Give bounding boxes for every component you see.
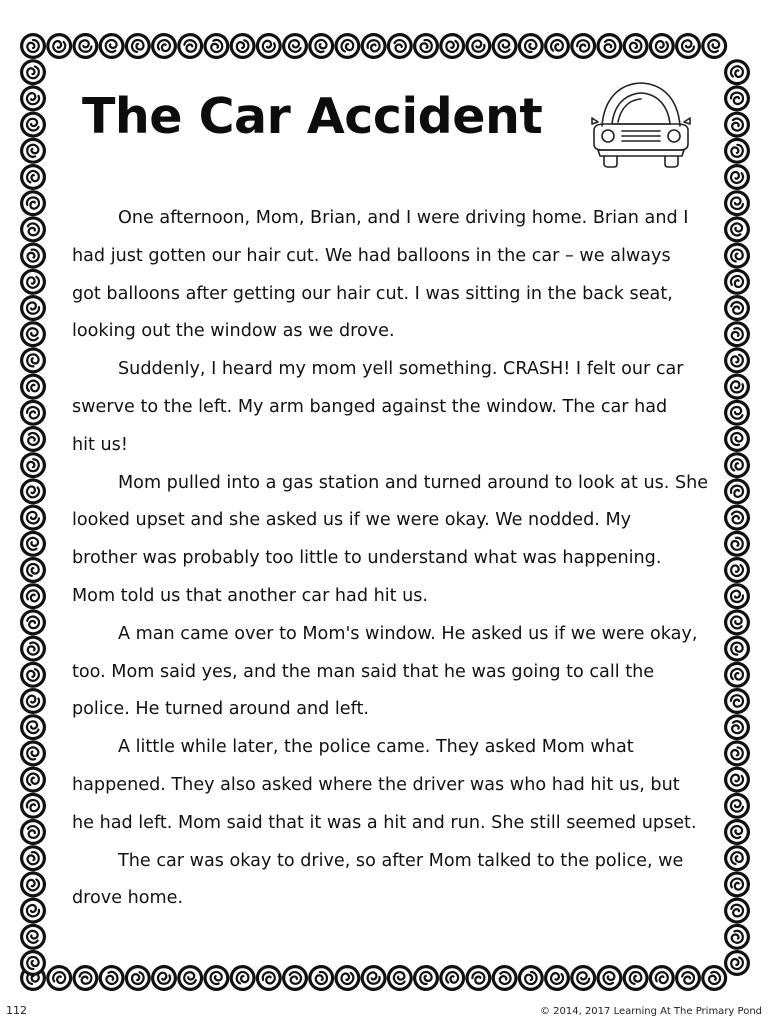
swirl-circle-icon [516, 32, 545, 61]
swirl-circle-icon [41, 28, 78, 65]
paragraph-line: too. Mom said yes, and the man said that he was going to call the [72, 661, 655, 682]
swirl-circle-icon [719, 867, 755, 903]
swirl-circle-icon [591, 28, 628, 65]
swirl-circle-icon [15, 421, 52, 458]
paragraph-line: hit us! [72, 434, 128, 455]
swirl-circle-icon [719, 264, 755, 300]
story-text [72, 200, 709, 918]
paragraph-line: brother was probably too little to understand what was happening. [72, 548, 662, 569]
swirl-circle-icon [18, 555, 48, 585]
swirl-circle-icon [15, 316, 51, 352]
swirl-circle-icon [18, 293, 48, 323]
paragraph-line: Mom told us that another car had hit us. [72, 585, 429, 606]
paragraph-first-line: The car was okay to drive, so after Mom talked to the police, we [118, 850, 684, 871]
swirl-circle-icon [252, 962, 285, 995]
swirl-circle-icon [719, 211, 755, 247]
swirl-circle-icon [16, 710, 50, 744]
swirl-circle-icon [16, 762, 51, 797]
swirl-circle-icon [277, 960, 312, 995]
swirl-circle-icon [539, 28, 576, 65]
swirl-circle-icon [17, 187, 49, 219]
swirl-circle-icon [19, 346, 47, 374]
swirl-circle-icon [720, 422, 753, 455]
swirl-circle-icon [17, 790, 49, 822]
page-number: 112 [6, 1004, 27, 1017]
swirl-circle-icon [644, 960, 680, 996]
swirl-circle-icon [486, 960, 523, 997]
swirl-circle-icon [305, 962, 337, 994]
swirl-circle-icon [721, 475, 753, 507]
swirl-circle-icon [20, 400, 46, 426]
paragraph-line: he had left. Mom said that it was a hit and run. She still seemed upset. [72, 812, 697, 833]
swirl-circle-icon [724, 688, 750, 714]
swirl-circle-icon [672, 962, 704, 994]
swirl-circle-icon [720, 396, 754, 430]
swirl-circle-icon [173, 961, 207, 995]
swirl-circle-icon [359, 963, 389, 993]
swirl-circle-icon [719, 552, 755, 588]
swirl-circle-icon [278, 29, 311, 62]
swirl-circle-icon [722, 240, 753, 271]
swirl-circle-icon [434, 28, 470, 64]
swirl-circle-icon [621, 963, 651, 993]
swirl-circle-icon [15, 578, 51, 614]
swirl-circle-icon [412, 964, 441, 993]
swirl-circle-icon [18, 896, 47, 925]
swirl-circle-icon [539, 960, 576, 997]
swirl-circle-icon [19, 503, 48, 532]
paragraph-line: swerve to the left. My arm banged against the window. The car had [72, 396, 668, 417]
swirl-circle-icon [199, 28, 235, 64]
swirl-circle-icon [719, 656, 756, 693]
swirl-circle-icon [17, 606, 49, 638]
paragraph-line: drove home. [72, 888, 184, 909]
swirl-circle-icon [723, 582, 752, 611]
swirl-circle-icon [122, 962, 154, 994]
page-title: The Car Accident [82, 88, 543, 145]
swirl-circle-icon [719, 106, 756, 143]
swirl-circle-icon [16, 81, 51, 116]
swirl-circle-icon [643, 28, 680, 65]
swirl-circle-icon [722, 791, 752, 821]
swirl-circle-icon [721, 894, 753, 926]
swirl-circle-icon [721, 843, 752, 874]
swirl-circle-icon [146, 28, 182, 64]
swirl-circle-icon [20, 33, 46, 59]
swirl-circle-icon [16, 108, 50, 142]
swirl-circle-icon [15, 866, 51, 902]
swirl-circle-icon [719, 159, 756, 196]
swirl-circle-icon [16, 160, 51, 195]
swirl-circle-icon [722, 189, 751, 218]
swirl-circle-icon [517, 965, 544, 992]
swirl-circle-icon [719, 709, 756, 746]
swirl-circle-icon [382, 960, 418, 996]
swirl-circle-icon [15, 631, 50, 666]
swirl-circle-icon [724, 85, 750, 111]
swirl-circle-icon [15, 526, 51, 562]
paragraph-first-line: A man came over to Mom's window. He asked us if we were okay, [118, 623, 698, 644]
swirl-circle-icon [15, 368, 52, 405]
swirl-circle-icon [329, 960, 365, 996]
swirl-circle-icon [19, 452, 46, 479]
paragraph-first-line: Suddenly, I heard my mom yell something. CRASH! I felt our car [118, 359, 684, 380]
swirl-circle-icon [15, 919, 52, 956]
swirl-circle-icon [591, 960, 627, 996]
swirl-circle-icon [622, 33, 648, 59]
swirl-circle-icon [722, 529, 752, 559]
swirl-circle-icon [696, 28, 732, 64]
swirl-circle-icon [225, 961, 260, 996]
swirl-circle-icon [382, 28, 417, 63]
paragraph-line: happened. They also asked where the driver was who had hit us, but [72, 774, 680, 795]
swirl-circle-icon [330, 29, 364, 63]
paragraph-first-line: One afternoon, Mom, Brian, and I were driving home. Brian and I [118, 208, 689, 228]
paragraph-line: had just gotten our hair cut. We had balloons in the car – we always [72, 245, 671, 266]
paragraph-first-line: Mom pulled into a gas station and turned around to look at us. She [118, 472, 709, 493]
swirl-circle-icon [123, 31, 152, 60]
swirl-circle-icon [465, 965, 492, 992]
swirl-circle-icon [304, 29, 338, 63]
swirl-circle-icon [720, 317, 755, 352]
swirl-circle-icon [719, 448, 754, 483]
swirl-circle-icon [719, 54, 756, 91]
swirl-circle-icon [93, 28, 130, 65]
swirl-circle-icon [17, 240, 48, 271]
swirl-circle-icon [720, 344, 753, 377]
swirl-circle-icon [70, 962, 101, 993]
swirl-circle-icon [720, 919, 755, 954]
swirl-circle-icon [147, 961, 182, 996]
swirl-circle-icon [16, 684, 50, 718]
swirl-circle-icon [15, 212, 51, 248]
swirl-circle-icon [16, 737, 49, 770]
paragraph-first-line: A little while later, the police came. They asked Mom what [118, 737, 634, 758]
swirl-circle-icon [251, 29, 286, 64]
swirl-circle-icon [410, 30, 442, 62]
swirl-circle-icon [16, 134, 50, 168]
swirl-circle-icon [199, 961, 233, 995]
swirl-circle-icon [719, 604, 756, 641]
swirl-circle-icon [720, 370, 754, 404]
swirl-circle-icon [357, 29, 390, 62]
swirl-circle-icon [719, 500, 755, 536]
swirl-circle-icon [15, 473, 52, 510]
swirl-circle-icon [41, 960, 77, 996]
car-icon [588, 78, 694, 170]
swirl-circle-icon [570, 32, 597, 59]
swirl-circle-icon [15, 264, 51, 300]
swirl-circle-icon [16, 658, 49, 691]
paragraph-line: looked upset and she asked us if we were okay. We nodded. My [72, 510, 632, 531]
swirl-circle-icon [719, 761, 755, 797]
swirl-circle-icon [674, 32, 702, 60]
swirl-circle-icon [227, 30, 259, 62]
swirl-circle-icon [463, 31, 493, 61]
swirl-circle-icon [15, 814, 51, 850]
swirl-circle-icon [175, 31, 206, 62]
swirl-circle-icon [486, 28, 522, 64]
swirl-circle-icon [18, 843, 49, 874]
swirl-circle-icon [94, 960, 130, 996]
swirl-circle-icon [434, 960, 471, 997]
swirl-circle-icon [569, 964, 598, 993]
swirl-circle-icon [17, 56, 50, 89]
swirl-circle-icon [723, 635, 750, 662]
swirl-circle-icon [719, 814, 755, 850]
copyright-notice: © 2014, 2017 Learning At The Primary Pond [539, 1006, 762, 1017]
paragraph-line: got balloons after getting our hair cut. I was sitting in the back seat, [72, 283, 673, 304]
swirl-circle-icon [72, 32, 100, 60]
paragraph-line: police. He turned around and left. [72, 699, 369, 720]
swirl-circle-icon [721, 292, 753, 324]
swirl-circle-icon [723, 137, 751, 165]
paragraph-line: looking out the window as we drove. [72, 321, 395, 342]
swirl-circle-icon [723, 739, 751, 767]
